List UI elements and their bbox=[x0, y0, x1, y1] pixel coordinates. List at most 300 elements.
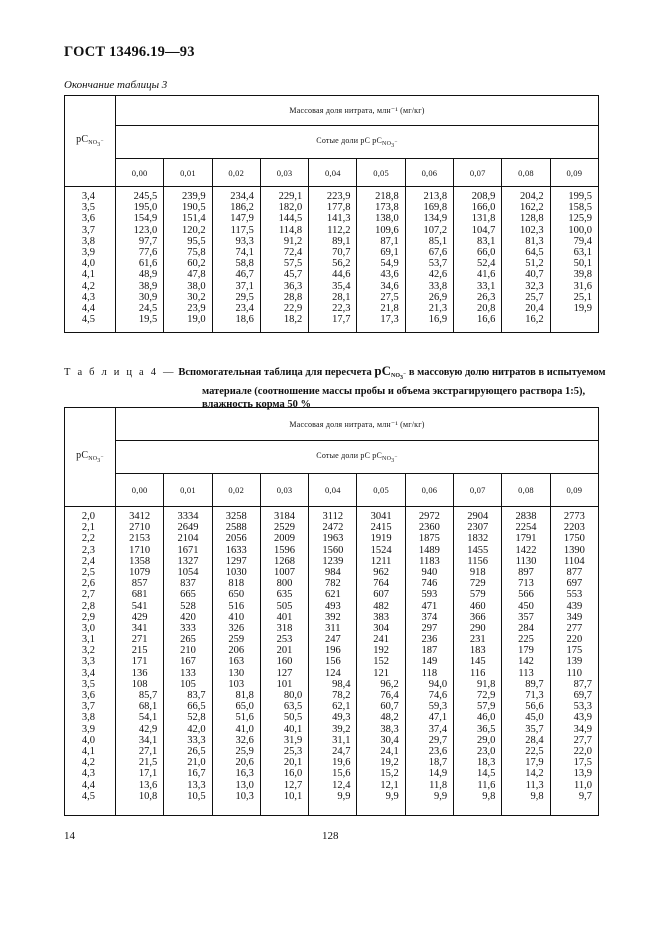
column-header: 0,06 bbox=[405, 474, 453, 507]
table-cell-value: 284 bbox=[518, 622, 534, 634]
table-cell-value: 984 bbox=[324, 566, 341, 578]
table-cell-value: 1596 bbox=[274, 544, 296, 556]
pc-value: 3,5 bbox=[81, 202, 95, 214]
table-cell-value: 160 bbox=[276, 656, 293, 668]
table-cell-value: 41,0 bbox=[235, 723, 254, 735]
data-column-cell bbox=[550, 507, 598, 816]
table-cell-value: 63,1 bbox=[573, 246, 592, 258]
table-cell-value: 71,3 bbox=[525, 690, 544, 701]
table-cell-value: 18,3 bbox=[477, 757, 496, 769]
table-cell-value: 67,6 bbox=[428, 246, 448, 258]
table-cell-value: 64,5 bbox=[525, 246, 544, 258]
table-cell-value: 28,4 bbox=[525, 734, 544, 746]
table-cell-value: 127 bbox=[276, 667, 293, 679]
data-column-cell bbox=[405, 507, 453, 816]
table-cell-value: 17,9 bbox=[525, 757, 544, 769]
column-header: 0,07 bbox=[454, 159, 502, 187]
table-cell-value: 83,7 bbox=[187, 690, 206, 701]
table-cell-value: 357 bbox=[518, 611, 534, 623]
table-cell-value: 11,8 bbox=[429, 779, 448, 791]
table-cell-value: 392 bbox=[324, 611, 341, 623]
no3-subscript: NO3⁻ bbox=[382, 455, 398, 464]
table-cell-value: 10,8 bbox=[138, 790, 158, 802]
table-cell-value: 11,6 bbox=[477, 779, 496, 791]
table-cell-value: 158,5 bbox=[568, 202, 592, 214]
table-cell-value: 42,6 bbox=[428, 269, 448, 281]
table-cell-value: 21,5 bbox=[138, 757, 158, 769]
table-cell-value: 253 bbox=[276, 634, 293, 646]
table-cell-value: 1239 bbox=[322, 555, 344, 567]
pc-value: 2,9 bbox=[81, 611, 95, 623]
table-cell-value: 48,2 bbox=[380, 712, 399, 724]
no3-subscript: NO3⁻ bbox=[88, 456, 104, 464]
table-cell-value: 3258 bbox=[225, 511, 247, 522]
table-cell-value: 20,1 bbox=[283, 757, 303, 769]
table-cell-value: 16,6 bbox=[477, 314, 496, 326]
table-cell-value: 36,5 bbox=[477, 723, 496, 735]
table-cell-value: 145 bbox=[469, 656, 486, 668]
table-cell-value: 25,3 bbox=[283, 745, 303, 757]
table-cell-value: 108 bbox=[131, 678, 148, 690]
table-cell-value: 60,7 bbox=[380, 701, 399, 713]
no3-subscript: NO3⁻ bbox=[88, 140, 104, 148]
pc-value: 3,9 bbox=[81, 246, 95, 258]
table-cell-value: 11,0 bbox=[574, 779, 592, 791]
table-cell-value: 962 bbox=[373, 566, 389, 578]
table-cell-value: 665 bbox=[180, 589, 196, 601]
table-cell-value: 34,9 bbox=[573, 723, 592, 735]
table-cell-value: 128,8 bbox=[520, 213, 544, 225]
table-cell-value: 138,0 bbox=[375, 213, 399, 225]
column-header: 0,00 bbox=[116, 159, 164, 187]
table-cell-value: 18,6 bbox=[235, 314, 254, 326]
table-cell-value: 1156 bbox=[467, 555, 489, 567]
table-cell-value: 516 bbox=[228, 600, 245, 612]
table-cell-value: 2415 bbox=[370, 522, 392, 534]
table-cell-value: 114,8 bbox=[278, 224, 303, 236]
table-cell-value: 179 bbox=[518, 645, 534, 657]
pc-value: 2,1 bbox=[81, 522, 95, 534]
table-cell-value: 15,2 bbox=[380, 768, 399, 780]
table-cell-value: 2307 bbox=[467, 522, 489, 534]
row-header-pc bbox=[65, 96, 116, 187]
column-header: 0,02 bbox=[212, 159, 260, 187]
table-cell-value: 183 bbox=[469, 645, 486, 657]
table-cell-value: 2254 bbox=[515, 522, 537, 534]
table-cell-value: 21,3 bbox=[428, 302, 448, 314]
table-cell-value: 24,1 bbox=[380, 745, 399, 757]
table-cell-value: 9,8 bbox=[530, 790, 544, 802]
table-cell-value: 3112 bbox=[322, 511, 344, 522]
table-cell-value: 66,5 bbox=[187, 701, 206, 713]
table-cell-value: 53,3 bbox=[573, 701, 592, 713]
table-cell-value: 38,0 bbox=[187, 280, 206, 292]
table-cell-value: 13,9 bbox=[573, 768, 592, 780]
table-cell-value: 607 bbox=[373, 589, 389, 601]
table-cell-value: 40,1 bbox=[283, 723, 303, 735]
table-cell-value: 69,7 bbox=[573, 690, 592, 701]
table-cell-value: 16,3 bbox=[235, 768, 254, 780]
pc-value: 3,7 bbox=[81, 701, 95, 713]
pc-value: 3,5 bbox=[81, 678, 95, 690]
table-cell-value: 38,3 bbox=[380, 723, 399, 735]
table-cell-value: 118 bbox=[421, 667, 438, 679]
table-cell-value: 800 bbox=[276, 578, 293, 590]
table-cell-value: 190,5 bbox=[181, 202, 206, 214]
pc-text: pC bbox=[370, 135, 383, 145]
table-cell-value: 713 bbox=[518, 578, 534, 590]
table-cell-value: 2649 bbox=[177, 522, 199, 534]
table-cell-value: 109,6 bbox=[375, 224, 399, 236]
table-cell-value: 22,3 bbox=[332, 302, 351, 314]
table-cell-value: 169,8 bbox=[423, 202, 448, 214]
table-cell-value: 21,0 bbox=[187, 757, 206, 769]
table-cell-value: 1791 bbox=[515, 533, 537, 545]
table-cell-value: 1297 bbox=[225, 555, 247, 567]
table-cell-value: 1183 bbox=[419, 555, 440, 567]
table-cell-value: 460 bbox=[469, 600, 486, 612]
table-cell-value: 105 bbox=[180, 678, 196, 690]
table-cell-value: 37,4 bbox=[428, 723, 448, 735]
table-cell-value: 837 bbox=[180, 578, 196, 590]
table-cell-value: 231 bbox=[469, 634, 486, 646]
table-cell-value: 12,1 bbox=[380, 779, 399, 791]
table-cell-value: 116 bbox=[470, 667, 486, 679]
table-cell-value: 1750 bbox=[563, 533, 585, 545]
table-cell-value: 69,1 bbox=[380, 246, 399, 258]
column-header: 0,06 bbox=[405, 159, 453, 187]
table-cell-value: 45,0 bbox=[525, 712, 544, 724]
table-cell-value: 1327 bbox=[177, 555, 199, 567]
pc-value: 2,2 bbox=[81, 533, 95, 545]
table-cell-value: 79,4 bbox=[573, 235, 592, 247]
table-cell-value: 56,2 bbox=[332, 258, 351, 270]
pc-value: 4,5 bbox=[81, 314, 95, 326]
table-cell-value: 39,8 bbox=[573, 269, 592, 281]
table-cell-value: 20,8 bbox=[477, 302, 496, 314]
table-cell-value: 897 bbox=[518, 566, 534, 578]
table-3 bbox=[64, 95, 599, 333]
table-cell-value: 57,9 bbox=[477, 701, 496, 713]
table-cell-value: 199,5 bbox=[568, 191, 592, 202]
table-cell-value: 38,9 bbox=[138, 280, 158, 292]
table-cell-value: 46,7 bbox=[235, 269, 254, 281]
table-cell-value: 21,8 bbox=[380, 302, 399, 314]
table-cell-value: 259 bbox=[228, 634, 245, 646]
table-cell-value: 134,9 bbox=[423, 213, 448, 225]
table-cell-value: 26,9 bbox=[428, 291, 448, 303]
table-cell-value: 27,5 bbox=[380, 291, 399, 303]
table-cell-value: 746 bbox=[421, 578, 438, 590]
table-cell-value: 206 bbox=[228, 645, 245, 657]
pc-value: 2,5 bbox=[81, 566, 95, 578]
no3-subscript: NO3⁻ bbox=[391, 373, 407, 381]
table-cell-value: 366 bbox=[469, 611, 486, 623]
table-cell-value: 208,9 bbox=[471, 191, 496, 202]
table-cell-value: 9,9 bbox=[337, 790, 351, 802]
table-cell-value: 593 bbox=[421, 589, 438, 601]
table-cell-value: 26,3 bbox=[477, 291, 496, 303]
table-cell-value: 2838 bbox=[515, 511, 537, 522]
table-cell-value: 2972 bbox=[418, 511, 440, 522]
table-cell-value: 35,7 bbox=[525, 723, 544, 735]
table-cell-value: 3041 bbox=[370, 511, 392, 522]
table-cell-value: 32,6 bbox=[235, 734, 254, 746]
table-cell-value: 20,4 bbox=[525, 302, 544, 314]
table-cell-value: 14,2 bbox=[525, 768, 544, 780]
table-cell-value: 28,8 bbox=[283, 291, 303, 303]
table-cell-value: 383 bbox=[373, 611, 389, 623]
table-cell-value: 85,7 bbox=[138, 690, 158, 701]
column-header: 0,00 bbox=[116, 474, 164, 507]
table-cell-value: 57,5 bbox=[283, 258, 303, 270]
table-cell-value: 110 bbox=[566, 667, 583, 679]
table-cell-value: 167 bbox=[180, 656, 196, 668]
pc-value: 3,4 bbox=[81, 191, 95, 202]
table-cell-value: 124 bbox=[324, 667, 341, 679]
table-cell-value: 45,7 bbox=[283, 269, 303, 281]
data-column-cell bbox=[550, 187, 598, 333]
column-header: 0,08 bbox=[502, 474, 550, 507]
table-cell-value: 72,4 bbox=[283, 246, 303, 258]
pc-value: 3,1 bbox=[81, 634, 95, 646]
pc-value: 3,4 bbox=[81, 667, 95, 679]
table-4 bbox=[64, 407, 599, 816]
table-cell-value: 163 bbox=[228, 656, 245, 668]
table-cell-value: 12,4 bbox=[332, 779, 351, 791]
pc-value: 2,8 bbox=[81, 600, 95, 612]
caption-text-1: Вспомогательная таблица для пересчета bbox=[178, 367, 372, 378]
table-cell-value: 51,2 bbox=[525, 258, 544, 270]
table-cell-value: 104,7 bbox=[471, 224, 496, 236]
table-cell-value: 149 bbox=[421, 656, 438, 668]
table-cell-value: 17,3 bbox=[380, 314, 399, 326]
table-cell-value: 1524 bbox=[370, 544, 392, 556]
table-cell-value: 48,9 bbox=[138, 269, 158, 281]
table-cell-value: 764 bbox=[373, 578, 389, 590]
table-cell-value: 210 bbox=[180, 645, 196, 657]
data-column-cell bbox=[116, 187, 164, 333]
table-cell-value: 18,2 bbox=[283, 314, 303, 326]
pc-value: 3,8 bbox=[81, 712, 95, 724]
table-4-caption bbox=[64, 364, 624, 411]
data-column-cell bbox=[260, 187, 308, 333]
table-cell-value: 10,5 bbox=[187, 790, 206, 802]
table-cell-value: 25,7 bbox=[525, 291, 544, 303]
table-cell-value: 10,3 bbox=[235, 790, 254, 802]
table-cell-value: 100,0 bbox=[568, 224, 592, 236]
table-cell-value: 46,0 bbox=[477, 712, 496, 724]
table-cell-value: 1633 bbox=[225, 544, 247, 556]
table-cell-value: 341 bbox=[131, 622, 148, 634]
table-cell-value: 729 bbox=[469, 578, 486, 590]
column-header: 0,04 bbox=[309, 159, 357, 187]
table-cell-value: 940 bbox=[421, 566, 438, 578]
pc-value: 4,5 bbox=[81, 790, 95, 802]
table-cell-value: 566 bbox=[518, 589, 534, 601]
table-cell-value: 621 bbox=[324, 589, 341, 601]
table-cell-value: 2056 bbox=[225, 533, 247, 545]
table-cell-value: 304 bbox=[373, 622, 389, 634]
table-cell-value: 154,9 bbox=[133, 213, 158, 225]
table-cell-value: 85,1 bbox=[428, 235, 448, 247]
data-column-cell bbox=[454, 507, 502, 816]
data-column-cell bbox=[164, 187, 212, 333]
table-cell-value: 13,3 bbox=[187, 779, 206, 791]
table-cell-value: 125,9 bbox=[568, 213, 592, 225]
pc-text: pC bbox=[374, 363, 392, 378]
table-cell-value: 39,2 bbox=[332, 723, 351, 735]
pc-value: 4,1 bbox=[81, 745, 95, 757]
pc-text: pC bbox=[76, 450, 89, 461]
table-cell-value: 136 bbox=[131, 667, 148, 679]
table-cell-value: 177,8 bbox=[326, 202, 351, 214]
table-cell-value: 152 bbox=[373, 656, 389, 668]
table-cell-value: 541 bbox=[131, 600, 148, 612]
table-cell-value: 16,7 bbox=[187, 768, 206, 780]
table-cell-value: 195,0 bbox=[133, 202, 158, 214]
table-cell-value: 239,9 bbox=[181, 191, 206, 202]
table-cell-value: 15,6 bbox=[332, 768, 351, 780]
table-cell-value: 2710 bbox=[129, 522, 151, 534]
table-cell-value: 277 bbox=[566, 622, 583, 634]
table-cell-value: 72,9 bbox=[477, 690, 496, 701]
table-cell-value: 2009 bbox=[274, 533, 296, 545]
table-cell-value: 89,1 bbox=[332, 235, 351, 247]
document-title: ГОСТ 13496.19—93 bbox=[64, 44, 195, 60]
table-cell-value: 19,2 bbox=[380, 757, 399, 769]
table-cell-value: 1710 bbox=[129, 544, 151, 556]
table-cell-value: 1007 bbox=[274, 566, 296, 578]
table-cell-value: 29,0 bbox=[477, 734, 496, 746]
table-cell-value: 1390 bbox=[563, 544, 585, 556]
table-cell-value: 1875 bbox=[418, 533, 440, 545]
column-header: 0,01 bbox=[164, 474, 212, 507]
table-cell-value: 139 bbox=[566, 656, 583, 668]
table-cell-value: 17,7 bbox=[332, 314, 351, 326]
table-cell-value: 1671 bbox=[177, 544, 199, 556]
table-cell-value: 333 bbox=[180, 622, 196, 634]
table-4-top-header: Массовая доля нитрата, млн⁻¹ (мг/кг) bbox=[116, 408, 599, 441]
pc-value: 4,4 bbox=[81, 302, 95, 314]
table-cell-value: 80,0 bbox=[283, 690, 303, 701]
table-cell-value: 120,2 bbox=[181, 224, 206, 236]
table-cell-value: 13,6 bbox=[138, 779, 158, 791]
table-cell-value: 47,1 bbox=[428, 712, 448, 724]
table-cell-value: 34,6 bbox=[380, 280, 399, 292]
table-cell-value: 9,9 bbox=[433, 790, 448, 802]
table-cell-value: 102,3 bbox=[520, 224, 544, 236]
table-cell-value: 175 bbox=[566, 645, 583, 657]
table-cell-value: 192 bbox=[373, 645, 389, 657]
table-cell-value: 349 bbox=[566, 611, 583, 623]
table-cell-value: 59,3 bbox=[428, 701, 448, 713]
pc-value: 2,6 bbox=[81, 578, 95, 590]
data-column-cell bbox=[357, 507, 405, 816]
table-cell-value: 25,1 bbox=[573, 291, 592, 303]
pc-value: 3,2 bbox=[81, 645, 95, 657]
data-column-cell bbox=[164, 507, 212, 816]
table-cell-value: 17,5 bbox=[573, 757, 592, 769]
table-cell-value: 13,0 bbox=[235, 779, 254, 791]
column-header: 0,09 bbox=[550, 474, 598, 507]
table-cell-value: 650 bbox=[228, 589, 245, 601]
table-cell-value: 528 bbox=[180, 600, 196, 612]
table-cell-value: 14,5 bbox=[477, 768, 496, 780]
table-3-top-header: Массовая доля нитрата, млн⁻¹ (мг/кг) bbox=[116, 96, 599, 126]
table-cell-value: 420 bbox=[180, 611, 196, 623]
table-cell-value: 19,0 bbox=[187, 314, 206, 326]
table-cell-value: 97,7 bbox=[138, 235, 158, 247]
table-cell-value: 54,1 bbox=[138, 712, 158, 724]
table-cell-value: 482 bbox=[373, 600, 389, 612]
table-cell-value: 318 bbox=[276, 622, 293, 634]
table-cell-value: 27,1 bbox=[138, 745, 158, 757]
table-cell-value: 30,2 bbox=[187, 291, 206, 303]
table-cell-value: 89,7 bbox=[525, 678, 544, 690]
table-cell-value: 33,1 bbox=[477, 280, 496, 292]
table-cell-value: 1560 bbox=[322, 544, 344, 556]
table-cell-value: 2360 bbox=[418, 522, 440, 534]
table-cell-value: 113 bbox=[518, 667, 534, 679]
table-cell-value: 234,4 bbox=[230, 191, 254, 202]
table-cell-value: 1832 bbox=[467, 533, 489, 545]
table-cell-value: 553 bbox=[566, 589, 583, 601]
table-cell-value: 326 bbox=[228, 622, 245, 634]
table-cell-value: 265 bbox=[180, 634, 196, 646]
table-cell-value: 29,7 bbox=[428, 734, 448, 746]
table-cell-value: 43,6 bbox=[380, 269, 399, 281]
table-cell-value: 818 bbox=[228, 578, 245, 590]
column-header: 0,05 bbox=[357, 474, 405, 507]
pc-value: 4,4 bbox=[81, 779, 95, 791]
table-cell-value: 229,1 bbox=[278, 191, 303, 202]
table-continuation-label: Окончание таблицы 3 bbox=[64, 79, 168, 91]
pc-value: 4,3 bbox=[81, 768, 95, 780]
data-column-cell bbox=[502, 507, 550, 816]
data-column-cell bbox=[502, 187, 550, 333]
table-cell-value: 2203 bbox=[563, 522, 585, 534]
table-cell-value: 1104 bbox=[564, 555, 585, 567]
data-column-cell bbox=[212, 507, 260, 816]
table-cell-value: 247 bbox=[324, 634, 341, 646]
table-cell-value: 41,6 bbox=[477, 269, 496, 281]
table-cell-value: 74,6 bbox=[428, 690, 448, 701]
table-cell-value: 218,8 bbox=[375, 191, 399, 202]
page-number-left: 14 bbox=[64, 830, 75, 842]
table-cell-value: 81,8 bbox=[235, 690, 254, 701]
table-cell-value: 245,5 bbox=[133, 191, 158, 202]
table-cell-value: 24,5 bbox=[138, 302, 158, 314]
column-header: 0,05 bbox=[357, 159, 405, 187]
table-cell-value: 31,9 bbox=[283, 734, 303, 746]
page-number-center: 128 bbox=[322, 830, 339, 842]
table-cell-value: 213,8 bbox=[423, 191, 448, 202]
table-cell-value: 201 bbox=[276, 645, 293, 657]
table-cell-value: 505 bbox=[276, 600, 293, 612]
table-cell-value: 30,4 bbox=[380, 734, 399, 746]
table-cell-value: 91,8 bbox=[477, 678, 496, 690]
table-cell-value: 9,9 bbox=[385, 790, 399, 802]
table-cell-value: 215 bbox=[131, 645, 148, 657]
pc-value: 3,0 bbox=[81, 622, 95, 634]
row-header-pc bbox=[65, 408, 116, 507]
table-cell-value: 204,2 bbox=[520, 191, 544, 202]
table-cell-value: 34,1 bbox=[138, 734, 158, 746]
table-cell-value: 87,1 bbox=[380, 235, 399, 247]
table-cell-value: 147,9 bbox=[230, 213, 254, 225]
table-cell-value: 22,9 bbox=[283, 302, 303, 314]
